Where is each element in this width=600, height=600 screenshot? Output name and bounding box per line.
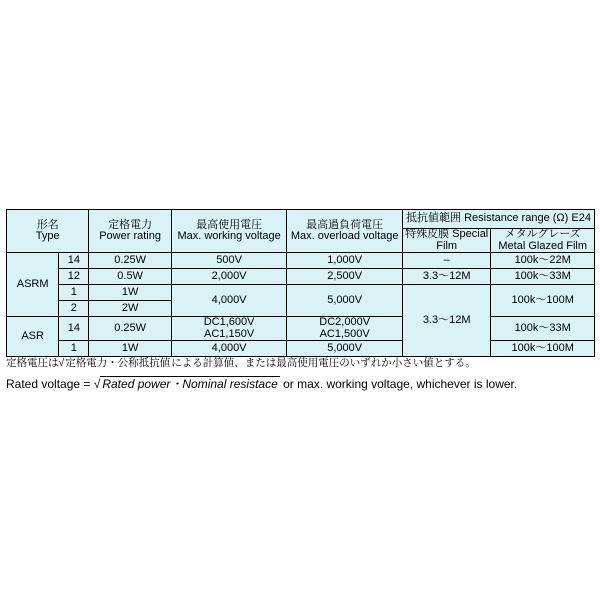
header-resistance-range-en: Resistance range (Ω) <box>464 212 569 225</box>
header-metal-glazed-en: Metal Glazed Film <box>498 239 588 252</box>
cell-working-voltage: 2,000V <box>171 269 287 285</box>
table-row <box>7 269 595 285</box>
cell-metal-glazed: 100k～100M <box>491 285 595 317</box>
cell-type-asrm: ASRM <box>7 253 59 317</box>
footnote-en-prefix: Rated voltage = <box>6 376 91 391</box>
cell-overload-voltage-ac: AC1,500V <box>319 327 370 340</box>
cell-code: 14 <box>59 253 89 269</box>
cell-code: 1 <box>59 285 89 301</box>
header-type-jp: 形名 <box>36 218 59 231</box>
radical-icon-en: √ <box>93 376 101 391</box>
table-row <box>7 253 595 269</box>
table-row <box>7 341 595 357</box>
cell-overload-voltage-dc: DC2,000V <box>319 316 371 329</box>
cell-working-voltage-ac: AC1,150V <box>204 327 255 340</box>
cell-working-voltage: 4,000V <box>171 341 287 357</box>
cell-working-voltage: 500V <box>171 253 287 269</box>
cell-working-voltage: 4,000V <box>171 285 287 317</box>
footnotes <box>6 356 595 391</box>
cell-power: 1W <box>89 285 171 301</box>
header-metal-glazed-jp: メタルグレーズ <box>504 228 581 240</box>
header-power-rating-en: Power rating <box>99 230 161 243</box>
header-resistance-range-line1 <box>406 212 571 224</box>
cell-code: 12 <box>59 269 89 285</box>
cell-working-voltage-dc: DC1,600V <box>203 316 255 329</box>
header-type <box>7 210 89 253</box>
header-max-overload-voltage <box>287 210 403 253</box>
cell-overload-voltage: 5,000V <box>287 341 403 357</box>
cell-overload-voltage: 1,000V <box>287 253 403 269</box>
cell-special-film: 3.3～12M <box>402 269 490 285</box>
cell-metal-glazed: 100k～33M <box>491 269 595 285</box>
table-head <box>7 210 595 253</box>
header-power-rating <box>89 210 171 253</box>
footnote-en-suffix: or max. working voltage, whichever is lower. <box>283 376 518 391</box>
cell-metal-glazed: 100k～22M <box>491 253 595 269</box>
table-body <box>7 253 595 357</box>
cell-type-asr: ASR <box>7 317 59 357</box>
cell-special-film: 3.3～12M <box>402 285 490 357</box>
header-resistance-range <box>402 210 594 229</box>
footnote-jp-radicand: 定格電力・公称抵抗値 <box>65 357 171 369</box>
table-row <box>7 285 595 301</box>
header-max-working-voltage <box>171 210 287 253</box>
specification-table-wrapper <box>6 209 595 357</box>
cell-power: 0.5W <box>89 269 171 285</box>
header-max-working-voltage-jp: 最高使用電圧 <box>196 218 263 231</box>
cell-metal-glazed: 100k～33M <box>491 317 595 341</box>
header-special-film-jp: 特殊皮膜 <box>405 228 450 240</box>
cell-code: 2 <box>59 301 89 317</box>
header-max-overload-voltage-jp: 最高過負荷電圧 <box>306 218 384 231</box>
cell-power: 1W <box>89 341 171 357</box>
table-row <box>7 317 595 341</box>
cell-code: 1 <box>59 341 89 357</box>
cell-power: 0.25W <box>89 317 171 341</box>
cell-working-voltage <box>171 317 287 341</box>
cell-power: 2W <box>89 301 171 317</box>
header-power-rating-jp: 定格電力 <box>108 218 153 231</box>
header-metal-glazed <box>491 229 595 253</box>
header-max-working-voltage-en: Max. working voltage <box>177 230 281 243</box>
cell-code: 14 <box>59 317 89 341</box>
header-type-en: Type <box>35 230 60 243</box>
cell-power: 0.25W <box>89 253 171 269</box>
header-resistance-range-jp: 抵抗値範囲 <box>406 212 462 225</box>
cell-overload-voltage: 2,500V <box>287 269 403 285</box>
header-max-overload-voltage-en: Max. overload voltage <box>290 230 399 243</box>
cell-overload-voltage: 5,000V <box>287 285 403 317</box>
header-row-main <box>7 210 595 229</box>
footnote-en-radicand: Rated power・Nominal resistace <box>102 376 278 391</box>
footnote-english <box>6 376 595 391</box>
header-special-film-en: Special Film <box>436 228 489 252</box>
header-resistance-series: E24 <box>571 212 591 225</box>
cell-special-film: – <box>402 253 490 269</box>
cell-metal-glazed: 100k～100M <box>491 341 595 357</box>
header-special-film <box>402 229 490 253</box>
cell-overload-voltage <box>287 317 403 341</box>
radical-icon: √ <box>58 357 65 369</box>
footnote-jp-prefix: 定格電圧は <box>6 357 59 369</box>
footnote-jp-suffix: による計算値、または最高使用電圧のいずれか小さい値とする。 <box>171 357 476 369</box>
specification-table <box>6 209 595 357</box>
footnote-japanese <box>6 356 595 370</box>
